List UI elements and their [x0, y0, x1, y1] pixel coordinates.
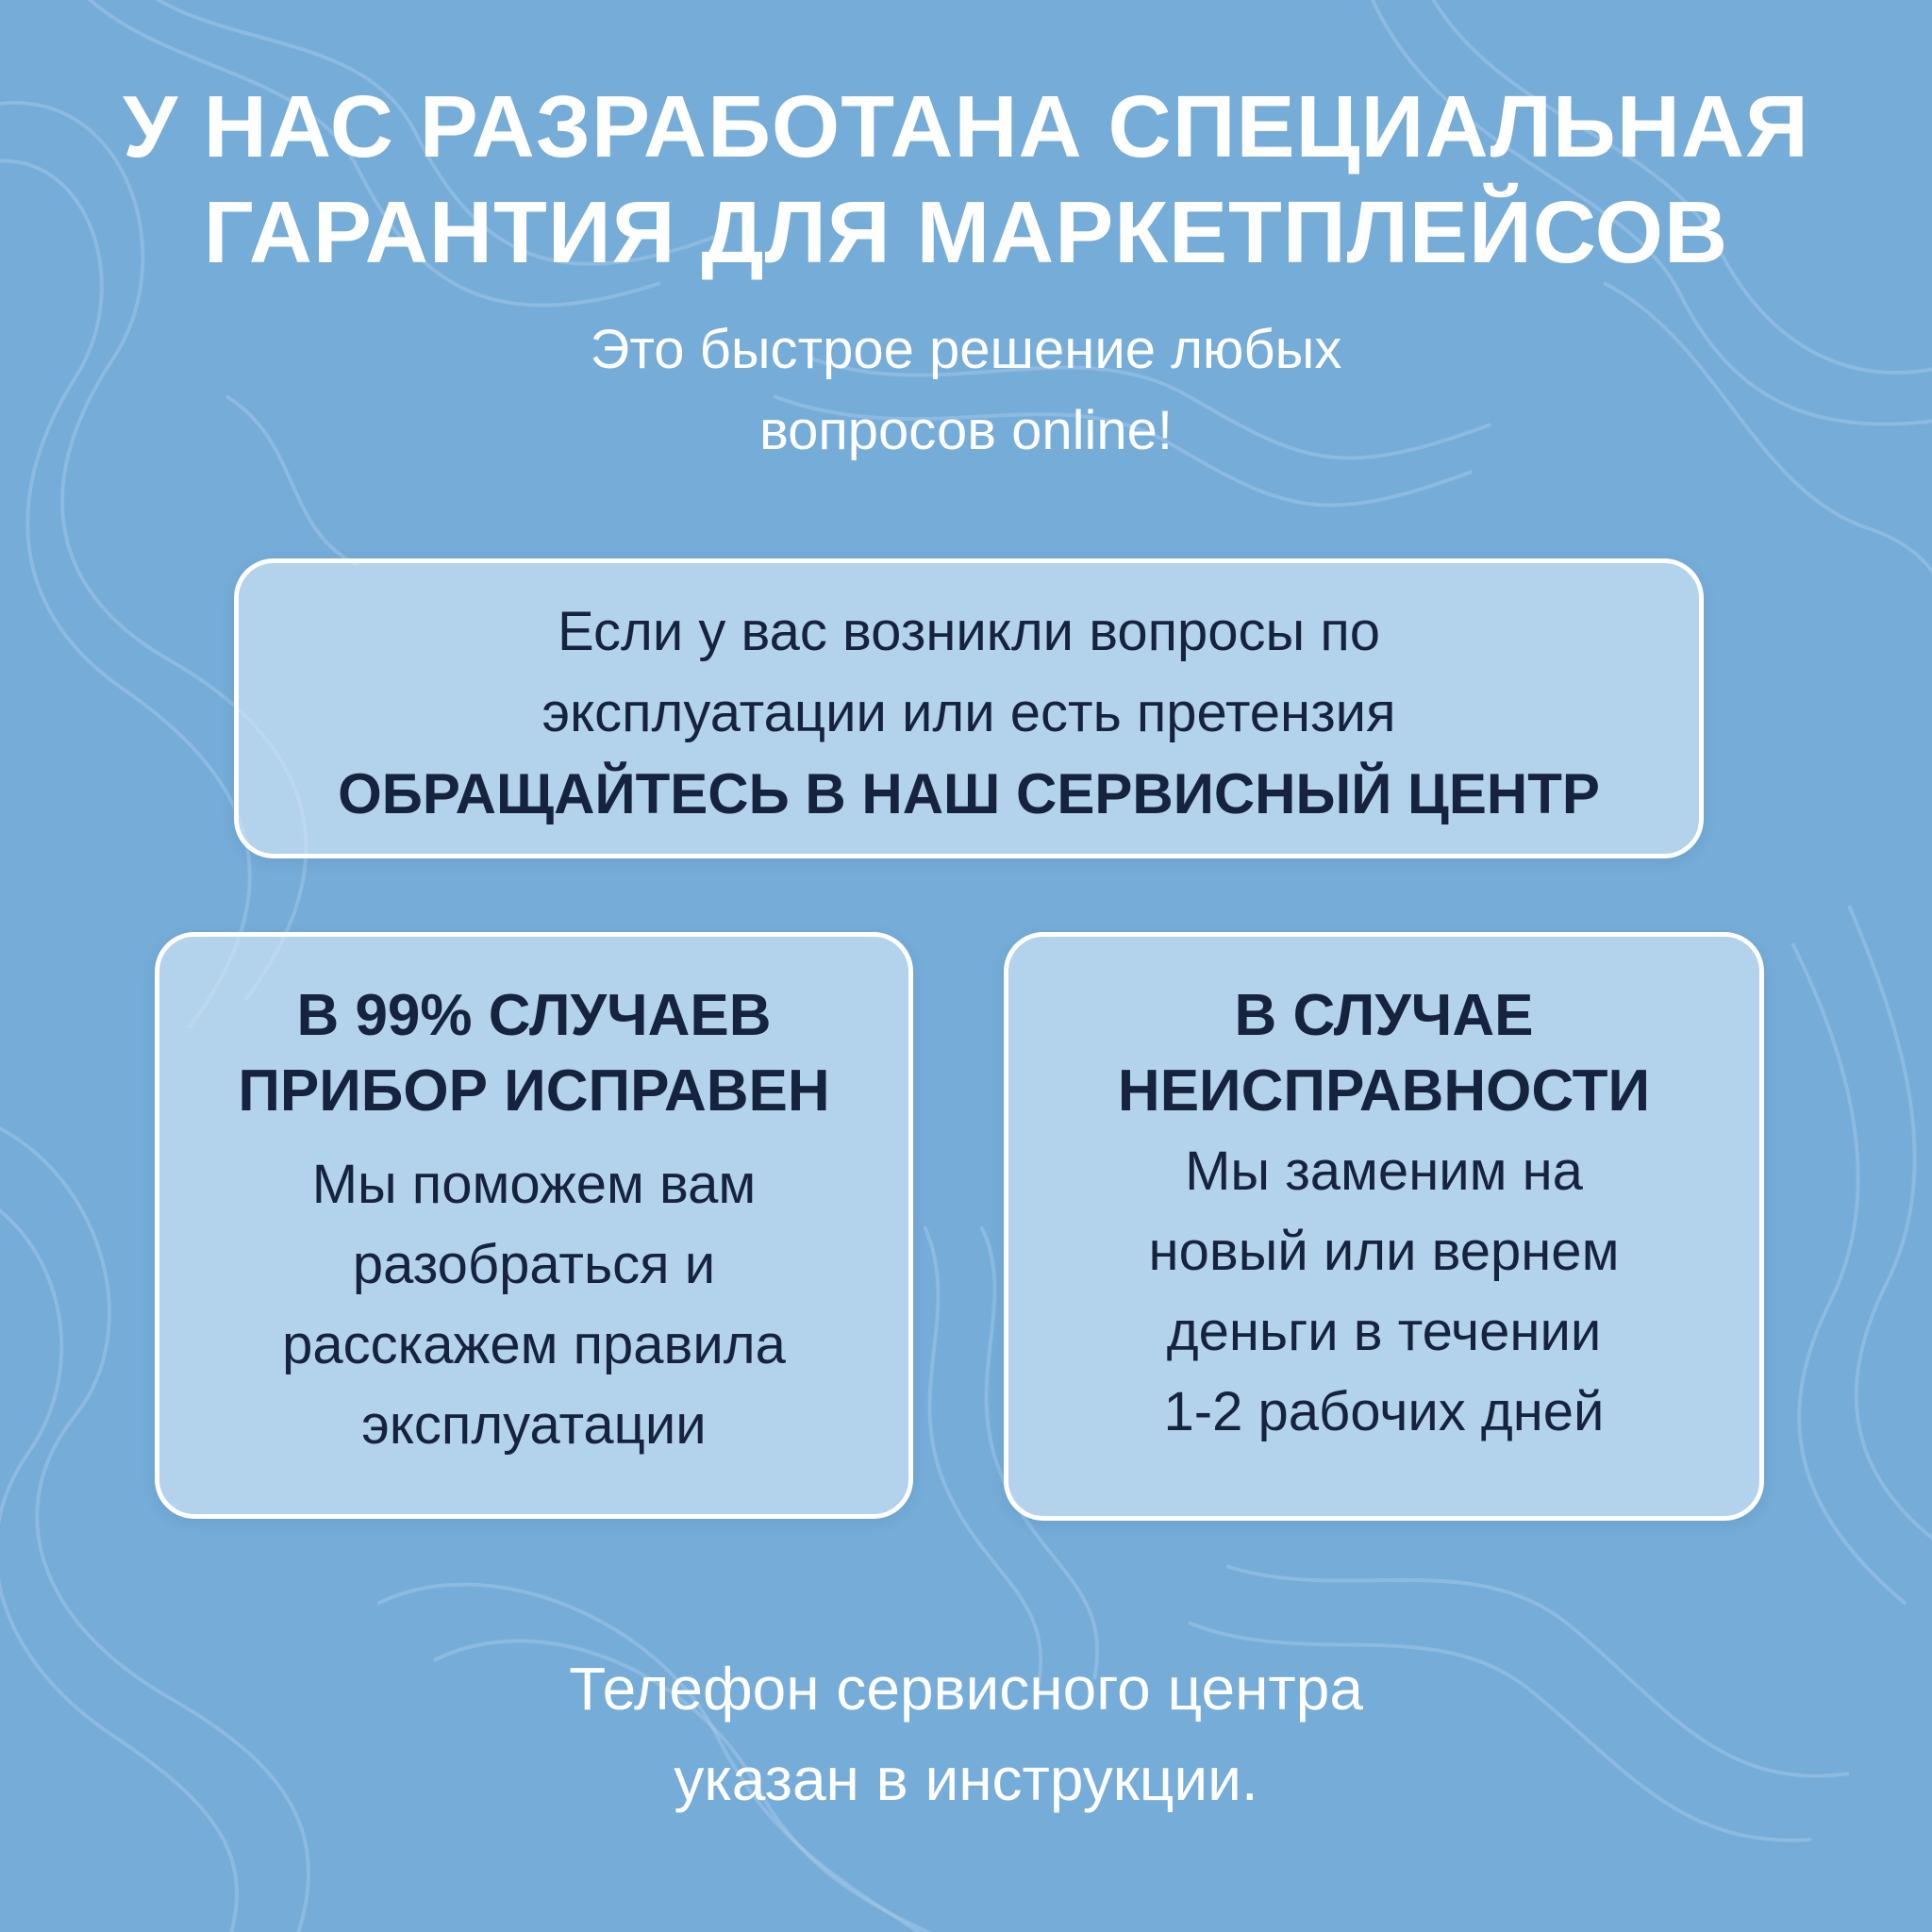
footer-line-1: Телефон сервисного центра — [569, 1655, 1363, 1723]
service-card-emphasis: ОБРАЩАЙТЕСЬ В НАШ СЕРВИСНЫЙ ЦЕНТР — [338, 762, 1600, 825]
faulty-card-title-line-2: НЕИСПРАВНОСТИ — [1117, 1058, 1651, 1124]
headline-line-1: У НАС РАЗРАБОТАНА СПЕЦИАЛЬНАЯ — [123, 77, 1809, 175]
subheadline-line-2: вопросов online! — [758, 400, 1174, 461]
service-card-line-2: эксплуатации или есть претензия — [541, 682, 1396, 743]
footer-note — [0, 1643, 1932, 1824]
working-card-title-line-1: В 99% СЛУЧАЕВ — [296, 983, 772, 1048]
faulty-card-body-line-4: 1-2 рабочих дней — [1163, 1381, 1605, 1442]
working-card-title-line-2: ПРИБОР ИСПРАВЕН — [238, 1058, 830, 1124]
working-card-body — [159, 1144, 908, 1465]
headline-line-2: ГАРАНТИЯ ДЛЯ МАРКЕТПЛЕЙСОВ — [203, 183, 1729, 281]
working-card-body-line-4: эксплуатации — [361, 1394, 707, 1456]
faulty-card-body — [1008, 1131, 1759, 1452]
working-card-body-line-3: расскажем правила — [282, 1314, 786, 1375]
working-card-body-line-2: разобраться и — [352, 1234, 716, 1295]
subheadline — [0, 309, 1932, 472]
faulty-card-body-line-1: Мы заменим на — [1185, 1141, 1583, 1202]
working-card-body-line-1: Мы поможем вам — [311, 1154, 757, 1215]
service-center-card — [234, 558, 1704, 858]
faulty-card-body-line-3: деньги в течении — [1166, 1301, 1602, 1362]
device-working-card — [155, 932, 913, 1519]
headline — [0, 74, 1932, 285]
device-faulty-card — [1004, 932, 1764, 1521]
faulty-card-title-line-1: В СЛУЧАЕ — [1234, 983, 1534, 1048]
subheadline-line-1: Это быстрое решение любых — [590, 319, 1342, 380]
faulty-card-body-line-2: новый или вернем — [1148, 1221, 1620, 1282]
footer-line-2: указан в инструкции. — [674, 1745, 1258, 1813]
service-card-line-1: Если у вас возникли вопросы по — [557, 601, 1380, 662]
